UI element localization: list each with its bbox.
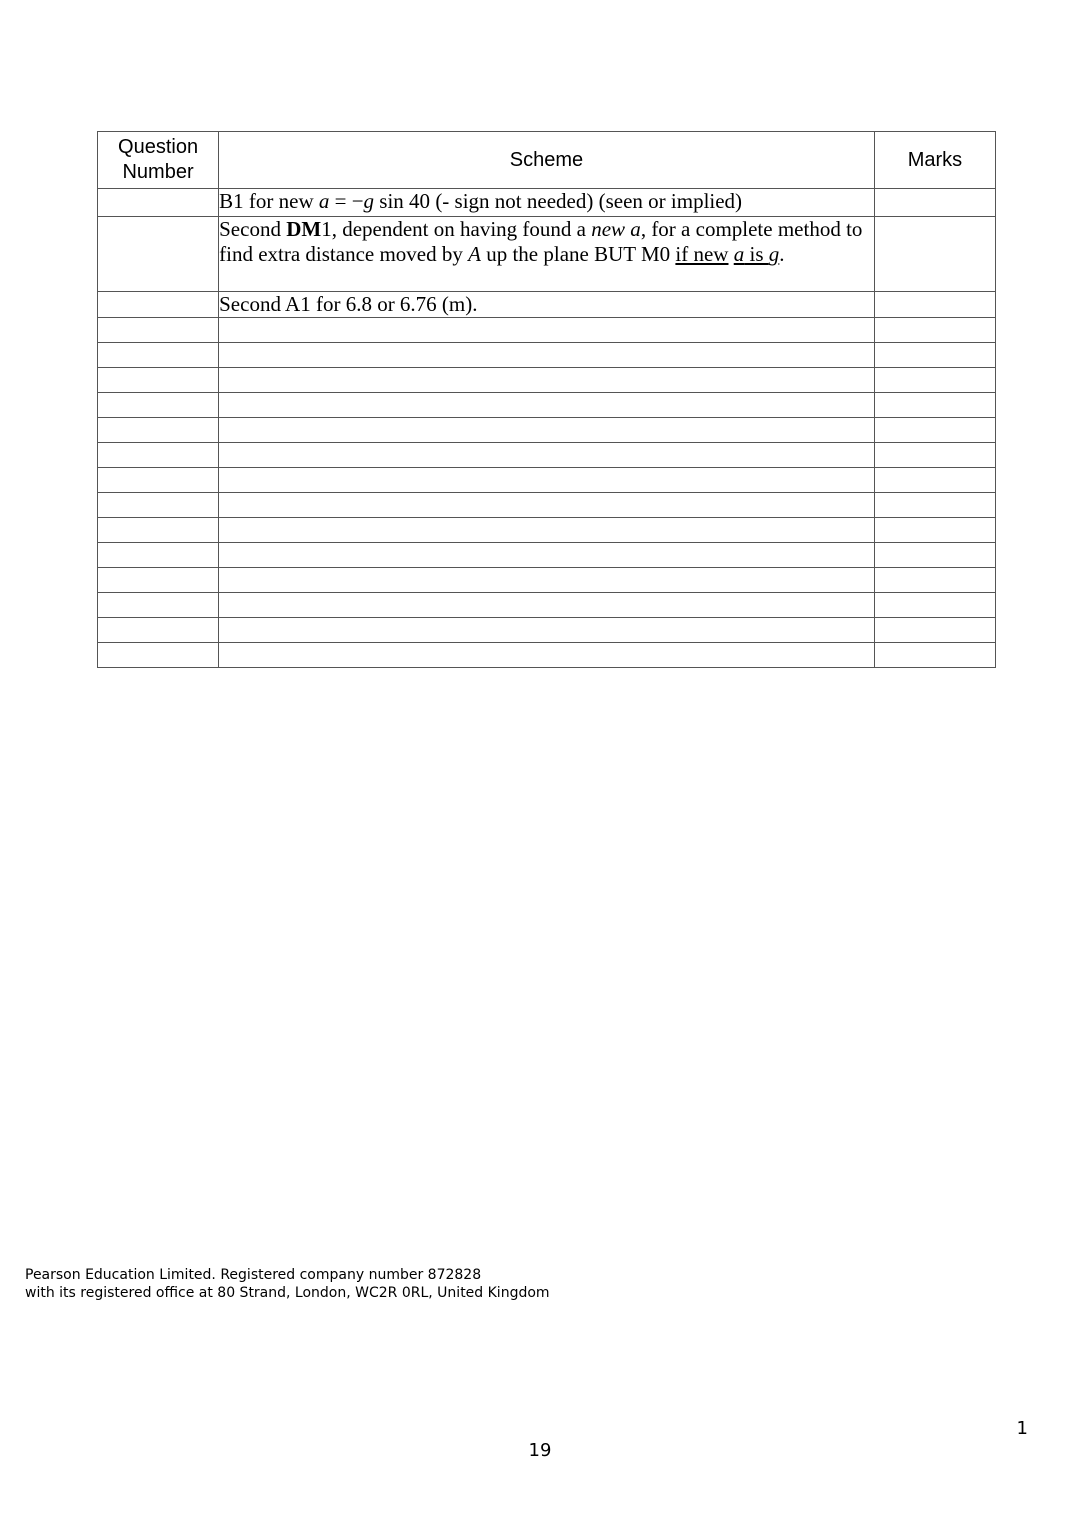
scheme-cell	[219, 593, 875, 618]
scheme-cell	[219, 643, 875, 668]
row2-underline-is: is	[744, 242, 769, 266]
question-cell	[98, 418, 219, 443]
marks-cell	[874, 318, 995, 343]
marks-cell	[874, 593, 995, 618]
question-cell	[98, 189, 219, 217]
question-cell	[98, 593, 219, 618]
question-number-header-line2: Number	[122, 161, 194, 183]
question-cell	[98, 518, 219, 543]
table-row	[98, 292, 996, 318]
mark-scheme-table	[97, 131, 996, 668]
empty-row	[98, 568, 996, 593]
marks-cell	[874, 189, 995, 217]
row2-t2: 1, dependent on having found a	[321, 217, 592, 241]
footer-line2: with its registered office at 80 Strand, London, WC2R 0RL, United Kingdom	[25, 1285, 550, 1301]
row2-underline-if-new: if new	[675, 242, 729, 266]
row2-t3: , for a complete method to find extra distance moved by	[219, 217, 863, 266]
empty-row	[98, 518, 996, 543]
scheme-cell	[219, 518, 875, 543]
scheme-cell: Second A1 for 6.8 or 6.76 (m).	[219, 292, 875, 318]
page-number: 19	[528, 1440, 552, 1461]
var-a: a	[318, 189, 330, 213]
marks-cell	[874, 568, 995, 593]
question-cell	[98, 368, 219, 393]
row2-underline-group	[734, 242, 780, 266]
row2-italic-new-a: new a	[591, 217, 641, 241]
marks-cell	[874, 493, 995, 518]
question-cell	[98, 468, 219, 493]
table-row	[98, 189, 996, 217]
scheme-cell	[219, 318, 875, 343]
empty-row	[98, 318, 996, 343]
question-cell	[98, 343, 219, 368]
row2-underline-g: g	[768, 242, 780, 266]
question-cell	[98, 217, 219, 292]
empty-row	[98, 643, 996, 668]
marks-cell	[874, 643, 995, 668]
question-number-header-line1: Question	[118, 136, 199, 158]
row2-t6: .	[779, 242, 785, 266]
marks-cell	[874, 292, 995, 318]
empty-row	[98, 543, 996, 568]
question-cell	[98, 543, 219, 568]
row2-t4: up the plane BUT M0	[480, 242, 676, 266]
scheme-cell	[219, 468, 875, 493]
scheme-cell	[219, 418, 875, 443]
marks-cell	[874, 217, 995, 292]
row1-prefix: B1 for new	[219, 189, 319, 213]
scheme-cell	[219, 443, 875, 468]
marks-cell	[874, 543, 995, 568]
empty-row	[98, 593, 996, 618]
scheme-cell	[219, 543, 875, 568]
scheme-cell	[219, 393, 875, 418]
question-number-header	[98, 132, 219, 189]
row1-suffix: (- sign not needed) (seen or implied)	[430, 189, 743, 213]
marks-cell	[874, 618, 995, 643]
empty-row	[98, 618, 996, 643]
question-cell	[98, 318, 219, 343]
var-g: g	[363, 189, 375, 213]
question-cell	[98, 618, 219, 643]
scheme-cell	[219, 493, 875, 518]
marks-cell	[874, 368, 995, 393]
scheme-cell	[219, 189, 875, 217]
empty-row	[98, 493, 996, 518]
header-row	[98, 132, 996, 189]
row2-t1: Second	[219, 217, 287, 241]
question-cell	[98, 493, 219, 518]
marks-cell	[874, 393, 995, 418]
row2-italic-a: A	[468, 242, 481, 266]
scheme-cell	[219, 368, 875, 393]
empty-row	[98, 368, 996, 393]
row1-expr: sin 40	[374, 189, 431, 213]
marks-cell	[874, 343, 995, 368]
marks-cell	[874, 418, 995, 443]
scheme-cell	[219, 217, 875, 292]
footer-line1: Pearson Education Limited. Registered company number 872828	[25, 1267, 482, 1283]
question-cell	[98, 643, 219, 668]
empty-row	[98, 418, 996, 443]
scheme-cell	[219, 568, 875, 593]
marks-cell	[874, 443, 995, 468]
question-cell	[98, 568, 219, 593]
empty-row	[98, 393, 996, 418]
question-cell	[98, 292, 219, 318]
marks-header: Marks	[874, 132, 995, 189]
scheme-cell	[219, 343, 875, 368]
question-cell	[98, 393, 219, 418]
empty-row	[98, 443, 996, 468]
empty-row	[98, 468, 996, 493]
scheme-header: Scheme	[219, 132, 875, 189]
row2-underline-a: a	[733, 242, 745, 266]
marks-cell	[874, 518, 995, 543]
footer	[25, 1266, 550, 1302]
table-row	[98, 217, 996, 292]
empty-row	[98, 343, 996, 368]
corner-number: 1	[1016, 1418, 1028, 1439]
row2-bold-dm: DM	[286, 217, 322, 241]
row1-eq: = −	[329, 189, 364, 213]
marks-cell	[874, 468, 995, 493]
scheme-cell	[219, 618, 875, 643]
question-cell	[98, 443, 219, 468]
